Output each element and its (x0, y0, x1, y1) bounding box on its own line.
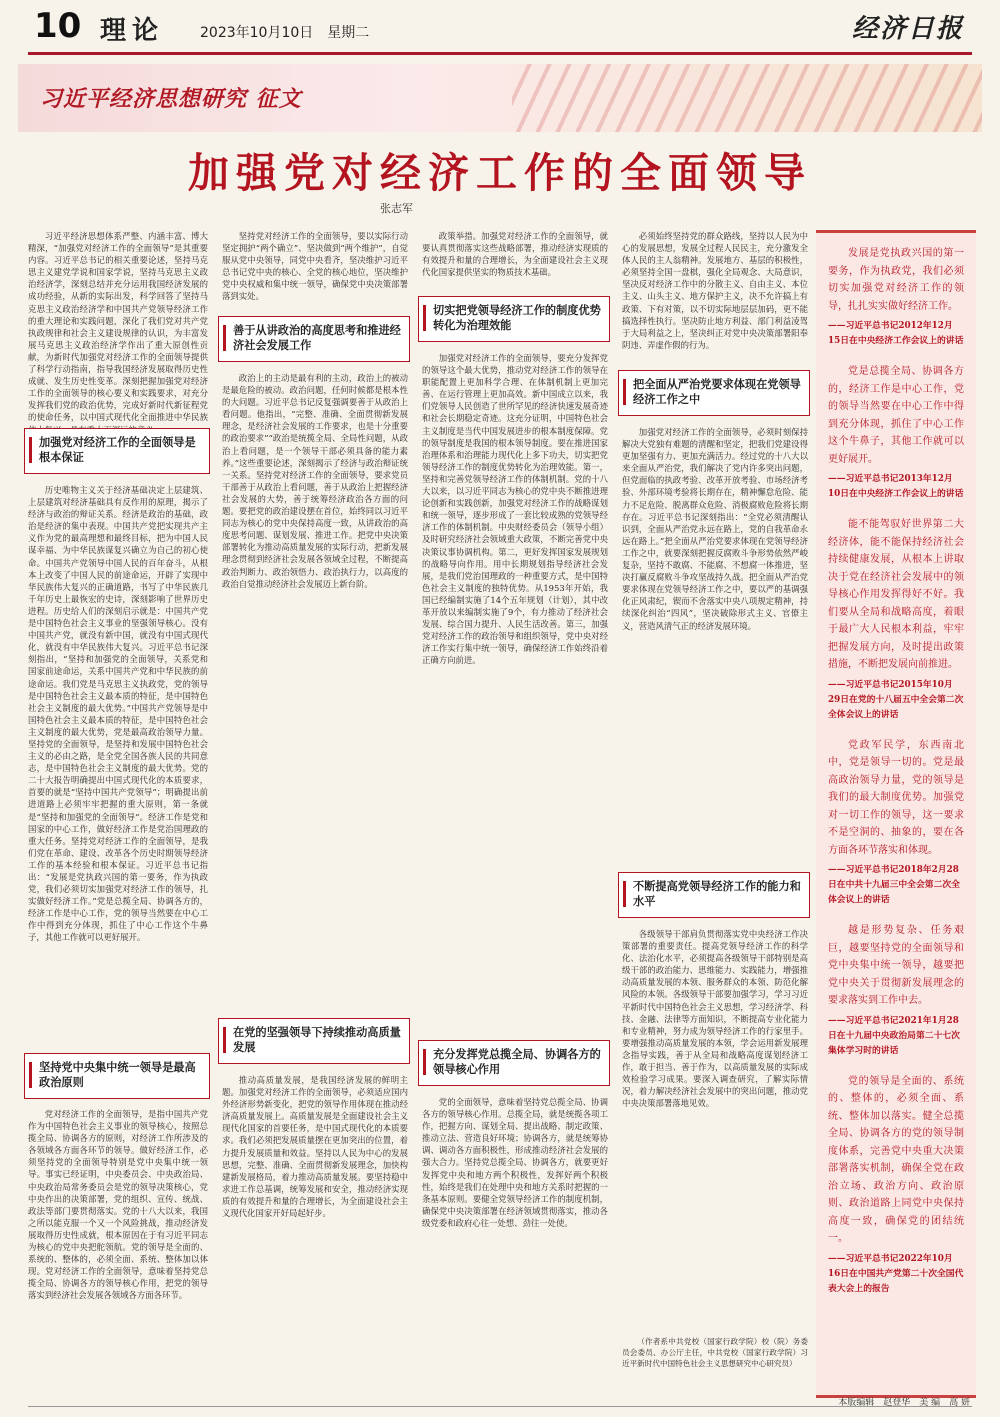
paragraph: 各级领导干部肩负贯彻落实党中央经济工作决策部署的重要责任。提高党领导经济工作的科学化、法治化水平，必须提高各级领导干部特别是高级干部的政治能力、思维能力、实践能力，增强推动高质量发展的本领、服务群众的本领、防范化解风险的本领。各级领导干部要加强学习，学习习近平新时代中国特色社会主义思想，学习经济学、科技、金融、法律等方面知识，不断提高专业化能力和专业精神，努力成为领导经济工作的行家里手。要增强推动高质量发展的本领，学会运用新发展理念指导实践，善于从全局和战略高度谋划经济工作，敢于担当、善于作为，以高质量发展的实际成效检验学习成果。要深入调查研究，了解实际情况，着力解决经济社会发展中的突出问题，推动党中央决策部署落地见效。 (622, 929, 808, 1109)
column-4-body-2 (622, 928, 808, 1328)
column-4-top (622, 230, 808, 354)
quote-block (828, 1073, 964, 1297)
subhead-8: 不断提高党领导经济工作的能力和水平 (618, 872, 810, 918)
quote-source: ——习近平总书记2018年2月28日在中共十九届三中全会第二次全体会议上的讲话 (828, 865, 960, 905)
paragraph: 历史唯物主义关于经济基础决定上层建筑、上层建筑对经济基础具有反作用的原理，揭示了经济与政治的辩证关系。经济是政治的基础，政治是经济的集中表现。中国共产党把实现共产主义作为党的最高理想和最终目标，把为中国人民谋幸福、为中华民族谋复兴确立为自己的初心使命。中国共产党领导中国人民的百年奋斗，从根本上改变了中国人民的前途命运，开辟了实现中华民族伟大复兴的正确道路，书写了中华民族几千年历史上最恢宏的史诗，深刻影响了世界历史进程。历史给人们的深刻启示就是：中国共产党是中国特色社会主义事业的坚强领导核心。没有中国共产党，就没有新中国，就没有中国式现代化，就没有中华民族伟大复兴。习近平总书记深刻指出，“坚持和加强党的全面领导，关系党和国家前途命运，关系中国共产党和中华民族的前途命运。我们党是马克思主义执政党，党的领导是中国特色社会主义最本质的特征，是中国特色社会主义制度的最大优势。”中国共产党领导是中国特色社会主义最本质的特征，是中国特色社会主义制度的最大优势，党是最高政治领导力量。坚持党的全面领导，是坚持和发展中国特色社会主义的必由之路，是全党全国各族人民的共同意志，是中国特色社会主义制度的最大优势。党的二十大报告明确提出中国式现代化的本质要求，首要的就是“坚持中国共产党领导”；明确提出前进道路上必须牢牢把握的重大原则，第一条就是“坚持和加强党的全面领导”。经济工作是党和国家的中心工作，做好经济工作是党治国理政的重大任务。坚持党对经济工作的全面领导，是我们党在革命、建设、改革各个历史时期领导经济工作的基本经验和根本保证。习近平总书记指出：“发展是党执政兴国的第一要务，作为执政党，我们必须切实加强党对经济工作的领导，扎实做好经济工作。”党是总揽全局、协调各方的，经济工作是中心工作，党的领导当然要在中心工作中得到充分体现，抓住了中心工作这个牛鼻子，其他工作就可以更好展开。 (28, 485, 208, 943)
quote-block (828, 737, 964, 909)
page-header (0, 0, 1000, 54)
column-3-body-2 (422, 1096, 608, 1398)
quote-text: 党政军民学，东西南北中，党是领导一切的。党是最高政治领导力量，党的领导是我们的最大制度优势。加强党对一切工作的领导，这一要求不是空洞的、抽象的，要在各方面各环节落实和体现。 (828, 739, 964, 856)
banner-stripes (512, 64, 982, 132)
paragraph: 推动高质量发展，是我国经济发展的鲜明主题。加强党对经济工作的全面领导，必须适应国内外经济形势新变化，把党的领导作用体现在推动经济高质量发展上。高质量发展是全面建设社会主义现代化国家的首要任务，是中国式现代化的本质要求。我们必须把发展质量摆在更加突出的位置，着力提升发展质量和效益。坚持以人民为中心的发展思想，完整、准确、全面贯彻新发展理念，加快构建新发展格局，着力推动高质量发展。要坚持稳中求进工作总基调，统筹发展和安全，推动经济实现质的有效提升和量的合理增长，为全面建设社会主义现代化国家开好局起好步。 (222, 1075, 408, 1219)
quote-text: 党是总揽全局、协调各方的，经济工作是中心工作，党的领导当然要在中心工作中得到充分体现，抓住了中心工作这个牛鼻子，其他工作就可以更好展开。 (828, 366, 964, 465)
editor-credit: 本版编辑 赵登华 美 编 高 妍 (838, 1398, 970, 1408)
quote-block (828, 363, 964, 502)
column-2-body (222, 372, 408, 1012)
subhead-5: 切实把党领导经济工作的制度优势转化为治理效能 (418, 296, 610, 342)
quote-block (828, 516, 964, 723)
quotes-sidebar (816, 230, 976, 1398)
subhead-4: 在党的坚强领导下持续推动高质量发展 (218, 1018, 410, 1064)
paragraph: 政策举措。加强党对经济工作的全面领导，就要认真贯彻落实这些战略部署，推动经济实现质的有效提升和量的合理增长，为全面建设社会主义现代化国家提供坚实的物质技术基础。 (422, 231, 608, 278)
footer-rule (28, 1406, 972, 1407)
subhead-7: 把全面从严治党要求体现在党领导经济工作之中 (618, 370, 810, 416)
column-2-body-2 (222, 1074, 408, 1398)
paragraph: 加强党对经济工作的全面领导，要充分发挥党的领导这个最大优势，推动党对经济工作的领导在职能配置上更加科学合理、在体制机制上更加完善、在运行管理上更加高效。新中国成立以来，我们党领导人民创造了世所罕见的经济快速发展奇迹和社会长期稳定奇迹。这充分证明，中国特色社会主义制度是当代中国发展进步的根本制度保障。党的领导制度是我国的根本领导制度。要在推进国家治理体系和治理能力现代化上多下功夫，切实把党领导经济工作的制度优势转化为治理效能。第一，坚持和完善党领导经济工作的体制机制。党的十八大以来，以习近平同志为核心的党中央不断推进理论创新和实践创新，加强党对经济工作的战略谋划和统一领导，逐步形成了一套比较成熟的党领导经济工作的体制机制。中央财经委员会（领导小组）及时研究经济社会领域重大政策，不断完善党中央决策议事协调机构。第二，更好发挥国家发展规划的战略导向作用。用中长期规划指导经济社会发展，是我们党治国理政的一种重要方式，是中国特色社会主义制度的独特优势。从1953年开始，我国已经编制实施了14个五年规划（计划），其中改革开放以来编制实施了9个，有力推动了经济社会发展、综合国力提升、人民生活改善。第三，加强党对经济工作的政治领导和组织领导，党中央对经济工作实行集中统一领导，确保经济工作始终沿着正确方向前进。 (422, 353, 608, 666)
column-title: 习近平经济思想研究 征文 (40, 86, 302, 112)
quote-block (828, 245, 964, 349)
paragraph: 习近平经济思想体系严整、内涵丰富、博大精深，“加强党对经济工作的全面领导”是其重要内容。习近平总书记的相关重要论述，坚持马克思主义建党学说和国家学说，坚持马克思主义政治经济学，深刻总结并充分运用我国经济发展的成功经验，从新的实际出发，科学回答了坚持马克思主义政治经济学和中国共产党领导经济工作的重大理论和实践问题，深化了我们党对共产党执政规律和社会主义建设规律的认识，为丰富发展马克思主义政治经济学作出了重大原创性贡献，为新时代加强党对经济工作的全面领导提供了科学行动指南，指导我国经济发展取得历史性成就、发生历史性变革。深刻把握加强党对经济工作的全面领导的核心要义和实践要求，对充分发挥我们党的政治优势，完成好新时代新征程党的使命任务，以中国式现代化全面推进中华民族 (28, 231, 208, 423)
quote-source: ——习近平总书记2012年12月15日在中央经济工作会议上的讲话 (828, 321, 964, 346)
section-name: 理论 (100, 16, 165, 46)
header-rule (28, 52, 972, 55)
paragraph: 坚持党对经济工作的全面领导，要以实际行动坚定拥护“两个确立”、坚决做到“两个维护”，自觉服从党中央领导，同党中央看齐，坚决维护习近平总书记党中央的核心、全党的核心地位，坚决维护党中央权威和集中统一领导，确保党中央决策部署落到实处。 (222, 231, 408, 302)
article-title: 加强党对经济工作的全面领导 (188, 149, 812, 197)
column-2-top (222, 230, 408, 310)
column-3-top (422, 230, 608, 290)
paragraph: 政治上的主动是最有利的主动，政治上的被动是最危险的被动。政治问题，任何时候都是根本性的大问题。习近平总书记反复强调要善于从政治上看问题。他指出，“完整、准确、全面贯彻新发展理念，是经济社会发展的工作要求，也是十分重要的政治要求”“政治是统揽全局、全局性问题，从政治上看问题，是一个领导干部必须具备的能力素养。”这些重要论述，深刻揭示了经济与政治辩证统一关系。坚持党对经济工作的全面领导，要求党员干部善于从政治上看问题，善于从政治上把握经济社会发展的大势，善于统筹经济政治各方面的问题。要把党的政治建设摆在首位，始终同以习近平同志为核心的党中央保持高度一致，从讲政治的高度思考问题、谋划发展、推进工作。把党中央决策部署转化为推动高质量发展的实际行动，把新发展理念贯彻到经济社会发展各领域全过程，不断提高政治判断力、政治领悟力、政治执行力，以高度的政治自觉推动经济社会发展迈上新台阶。 (222, 373, 408, 589)
column-3-body (422, 352, 608, 1012)
quote-block (828, 922, 964, 1059)
subhead-6: 充分发挥党总揽全局、协调各方的领导核心作用 (418, 1040, 610, 1086)
paragraph: （作者系中共党校（国家行政学院）校（院）务委员会委员、办公厅主任，中共党校（国家行政学院）习近平新时代中国特色社会主义思想研究中心研究员） (622, 1337, 808, 1368)
quote-source: ——习近平总书记2021年1月28日在十九届中央政治局第二十七次集体学习时的讲话 (828, 1015, 960, 1056)
column-banner (18, 64, 982, 132)
author-note (622, 1336, 808, 1390)
column-1-body (28, 484, 208, 1044)
subhead-3: 善于从讲政治的高度思考和推进经济社会发展工作 (218, 316, 410, 362)
column-4-body (622, 426, 808, 866)
paragraph: 党对经济工作的全面领导，是指中国共产党作为中国特色社会主义事业的领导核心，按照总揽全局、协调各方的原则，对经济工作所涉及的各领域各方面各环节的领导。做好经济工作，必须坚持党的全面领导特别是党中央集中统一领导。事实已经证明，中央委员会、中央政治局、中央政治局常务委员会是党的领导决策核心，党中央作出的决策部署，党的组织、宣传、统战、政法等部门要贯彻落实。党的十八大以来，我国之所以能克服一个又一个风险挑战，推动经济发展取得历史性成就，根本原因在于有习近平同志为核心的党中央把舵领航。党的领导是全面的、系统的、整体的，必须全面、系统、整体加以体现。党对经济工作的全面领导，意味着坚持党总揽全局、协调各方的领导核心作用，把党的领导落实到经济社会发展各领域各方面各环节。 (28, 1109, 208, 1301)
paragraph: 党的全面领导，意味着坚持党总揽全局、协调各方的领导核心作用。总揽全局，就是统揽各项工作，把握方向、谋划全局、提出战略、制定政策、推动立法、营造良好环境；协调各方，就是统筹协调、调动各方面积极性，形成推动经济社会发展的强大合力。坚持党总揽全局、协调各方，就要更好发挥党中央和地方两个积极性，发挥好两个积极性，始终是我们在处理中央和地方关系时把握的一条基本原则。要健全党领导经济工作的制度机制，确保党中央决策部署在经济领域贯彻落实，推动各级党委和政府心往一处想、劲往一处使。 (422, 1097, 608, 1228)
page-number: 10 (34, 6, 82, 46)
column-1-intro (28, 230, 208, 423)
issue-date: 2023年10月10日 星期二 (200, 25, 370, 41)
column-1-body-2 (28, 1108, 208, 1398)
article-author: 张志军 (380, 202, 413, 215)
quote-source: ——习近平总书记2013年12月10日在中央经济工作会议上的讲话 (828, 474, 964, 499)
quote-text: 越是形势复杂、任务艰巨，越要坚持党的全面领导和党中央集中统一领导，越要把党中央关于贯彻新发展理念的要求落实到工作中去。 (828, 925, 964, 1006)
subhead-2: 坚持党中央集中统一领导是最高政治原则 (24, 1053, 210, 1099)
quote-text: 能不能驾驭好世界第二大经济体，能不能保持经济社会持续健康发展，从根本上讲取决于党在经济社会发展中的领导核心作用发挥得好不好。我们要从全局和战略高度，着眼于最广大人民根本利益，牢牢把握发展方向，及时提出政策措施，不断把发展向前推进。 (828, 519, 964, 670)
quote-text: 发展是党执政兴国的第一要务，作为执政党，我们必须切实加强党对经济工作的领导，扎扎实实做好经济工作。 (828, 248, 964, 312)
subhead-1: 加强党对经济工作的全面领导是根本保证 (24, 428, 210, 474)
quote-text: 党的领导是全面的、系统的、整体的，必须全面、系统、整体加以落实。健全总揽全局、协调各方的党的领导制度体系，完善党中央重大决策部署落实机制，确保全党在政治立场、政治方向、政治原则、政治道路上同党中央保持高度一致，确保党的团结统一。 (828, 1075, 964, 1244)
paragraph: 必须始终坚持党的群众路线，坚持以人民为中心的发展思想，发展全过程人民民主，充分激发全体人民的主人翁精神。发展地方、基层的积极性，必须坚持全国一盘棋，强化全局观念、大局意识，坚决反对经济工作中的分散主义、自由主义、本位主义、山头主义、地方保护主义，决不允许搞上有政策、下有对策，以不切实际地层层加码，更不能搞选择性执行。坚决防止地方利益、部门利益凌驾于大局利益之上，坚决纠正对党中央决策部署阳奉阴违、弄虚作假的行为。 (622, 231, 808, 350)
paragraph: 加强党对经济工作的全面领导，必须时刻保持解决大党独有难题的清醒和坚定，把我们党建设得更加坚强有力、更加充满活力。经过党的十八大以来全面从严治党，我们解决了党内许多突出问题，但党面临的执政考验、改革开放考验、市场经济考验、外部环境考验将长期存在，精神懈怠危险、能力不足危险、脱离群众危险、消极腐败危险将长期存在。习近平总书记深刻指出：“全党必须清醒认识到，全面从严治党永远在路上，党的自我革命永远在路上。”把全面从严治党要求体现在党领导经济工作之中，就要深刻把握反腐败斗争形势依然严峻复杂，坚持不敢腐、不能腐、不想腐一体推进，坚决打赢反腐败斗争攻坚战持久战。把全面从严治党要求体现在党领导经济工作之中，要以严的基调强化正风肃纪，锲而不舍落实中央八项规定精神，持续深化纠治“四风”，坚决破除形式主义、官僚主义，营造风清气正的经济发展环境。 (622, 427, 808, 631)
quote-source: ——习近平总书记2015年10月29日在党的十八届五中全会第二次全体会议上的讲话 (828, 679, 964, 720)
quote-source: ——习近平总书记2022年10月16日在中国共产党第二十次全国代表大会上的报告 (828, 1253, 964, 1294)
newspaper-logo: 经济日报 (851, 14, 964, 44)
